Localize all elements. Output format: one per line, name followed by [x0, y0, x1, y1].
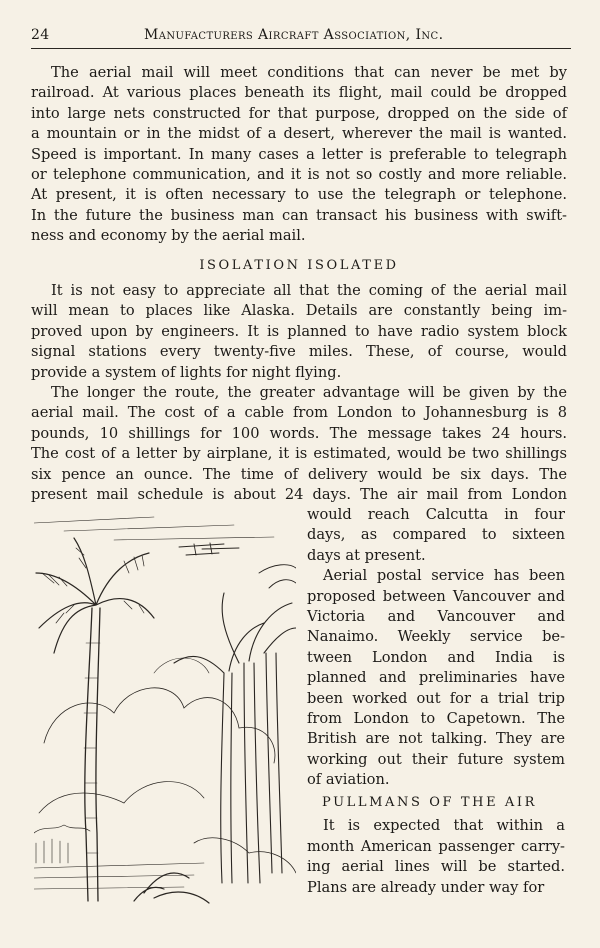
text-line: been worked out for a trial trip — [307, 689, 565, 707]
text-line: tween London and India is — [307, 648, 565, 666]
text-line: proposed between Vancouver and — [307, 587, 565, 605]
text-line: ness and economy by the aerial mail. — [31, 227, 306, 245]
text-line: British are not talking. They are — [307, 730, 565, 748]
paragraph-aerial-mail-conditions — [31, 63, 567, 247]
text-line: The cost of a letter by airplane, it is estimated, would be two shillings — [31, 445, 567, 463]
text-line: Speed is important. In many cases a letter is preferable to telegraph — [31, 145, 567, 163]
running-header — [31, 27, 571, 47]
paragraph-longer-route — [31, 383, 567, 505]
text-line: At present, it is often necessary to use the telegraph or telephone. — [31, 186, 567, 204]
text-line: Nanaimo. Weekly service be- — [307, 628, 565, 646]
text-line: Aerial postal service has been — [323, 567, 565, 585]
text-line: a mountain or in the midst of a desert, wherever the mail is wanted. — [31, 125, 567, 143]
section-heading-isolation-isolated: ISOLATION ISOLATED — [199, 258, 399, 273]
text-line: month American passenger carry- — [307, 837, 565, 855]
text-line: present mail schedule is about 24 days. The air mail from London — [31, 485, 567, 503]
paragraph-alaska — [31, 281, 567, 383]
airplane-icon — [179, 543, 239, 555]
side-column — [307, 505, 565, 898]
text-line: days at present. — [307, 546, 426, 564]
text-line: of aviation. — [307, 771, 390, 789]
text-line: In the future the business man can transact his business with swift- — [31, 206, 567, 224]
running-title: Manufacturers Aircraft Association, Inc. — [144, 27, 444, 43]
text-line: ing aerial lines will be started. — [307, 858, 565, 876]
tropical-palm-illustration — [34, 513, 296, 907]
text-line: pounds, 10 shillings for 100 words. The message takes 24 hours. — [31, 424, 567, 442]
text-line: into large nets constructed for that purpose, dropped on the side of — [31, 104, 567, 122]
text-line: days, as compared to sixteen — [307, 526, 565, 544]
text-line: The aerial mail will meet conditions that can never be met by — [51, 64, 567, 81]
text-line: provide a system of lights for night flying. — [31, 363, 342, 381]
text-line: will mean to places like Alaska. Details are constantly being im- — [31, 302, 567, 320]
text-line: The longer the route, the greater advantage will be given by the — [51, 384, 567, 401]
text-line: railroad. At various places beneath its flight, mail could be dropped — [31, 84, 567, 102]
text-line: aerial mail. The cost of a cable from London to Johannesburg is 8 — [31, 404, 567, 422]
text-line: signal stations every twenty-five miles. These, of course, would — [31, 343, 567, 361]
text-line: working out their future system — [307, 750, 565, 768]
header-rule — [31, 48, 571, 49]
page-number: 24 — [31, 27, 50, 43]
text-line: Victoria and Vancouver and — [307, 607, 565, 625]
text-line: from London to Capetown. The — [307, 709, 565, 727]
text-line: six pence an ounce. The time of delivery would be six days. The — [31, 465, 567, 483]
text-line: would reach Calcutta in four — [307, 506, 565, 523]
section-heading-pullmans-of-the-air: PULLMANS OF THE AIR — [322, 795, 538, 811]
text-line: proved upon by engineers. It is planned to have radio system block — [31, 322, 567, 340]
text-line: It is expected that within a — [323, 817, 565, 835]
text-line: or telephone communication, and it is not so costly and more reliable. — [31, 165, 567, 183]
text-line: It is not easy to appreciate all that the coming of the aerial mail — [51, 282, 567, 299]
text-line: planned and preliminaries have — [307, 669, 565, 687]
text-line: Plans are already under way for — [307, 878, 545, 896]
